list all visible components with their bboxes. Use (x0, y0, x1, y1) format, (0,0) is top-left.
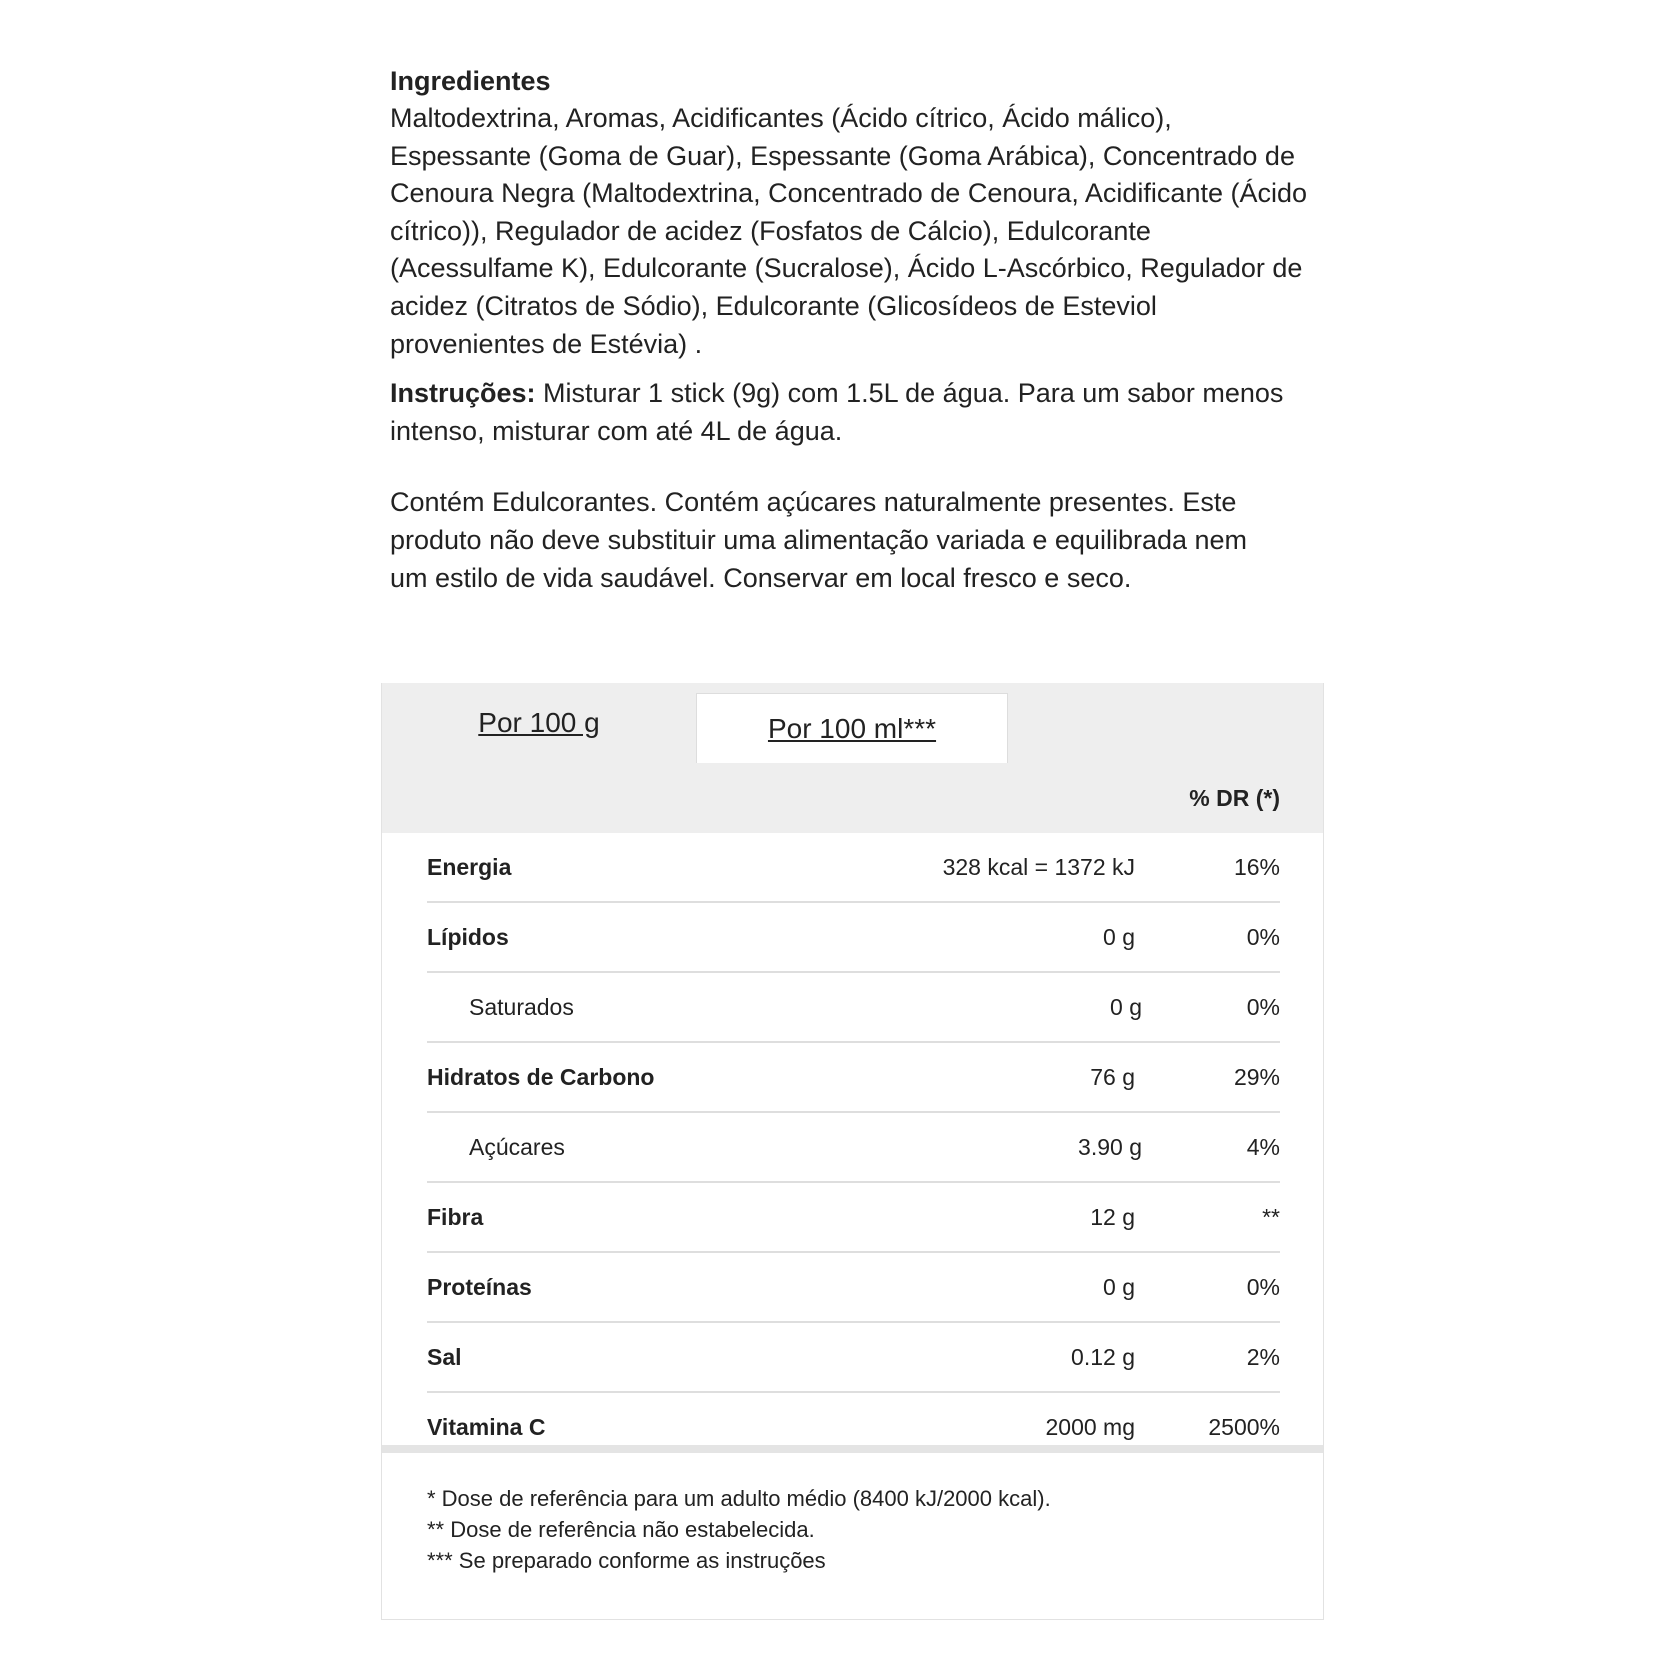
table-divider (382, 1445, 1323, 1453)
nutrition-row-energia (427, 833, 1280, 903)
header-dr-label: % DR (*) (1189, 784, 1280, 811)
nutrition-row-acucares (427, 1113, 1280, 1183)
instructions-text: Misturar 1 stick (9g) com 1.5L de água. Para um sabor menos intenso, misturar com até 4L de água. (390, 378, 1284, 446)
nutrition-rows (427, 833, 1280, 1461)
row-name: Fibra (427, 1203, 484, 1230)
nutrition-row-sal (427, 1323, 1280, 1393)
row-name: Saturados (469, 993, 574, 1020)
row-amount: 0 g (1103, 923, 1135, 950)
tab-per-100ml[interactable]: Por 100 ml*** (696, 693, 1008, 763)
row-dr: 16% (1233, 853, 1280, 880)
row-amount: 12 g (1090, 1203, 1135, 1230)
row-dr: 0% (1246, 993, 1280, 1020)
footnote-2: ** Dose de referência não estabelecida. (427, 1517, 815, 1542)
instructions-label: Instruções: (390, 378, 536, 409)
row-amount: 0.12 g (1071, 1343, 1135, 1370)
footnote-1: * Dose de referência para um adulto médio (8400 kJ/2000 kcal). (427, 1486, 1051, 1511)
row-name: Sal (427, 1343, 462, 1370)
row-name: Vitamina C (427, 1413, 546, 1440)
row-amount: 2000 mg (1045, 1413, 1135, 1440)
instructions (390, 375, 1290, 450)
tab-per-100g[interactable]: Por 100 g (382, 683, 696, 763)
row-dr: 2500% (1208, 1413, 1280, 1440)
row-name: Lípidos (427, 923, 509, 950)
row-amount: 0 g (1103, 1273, 1135, 1300)
row-name: Hidratos de Carbono (427, 1063, 655, 1090)
row-dr: 0% (1246, 923, 1280, 950)
nutrition-row-hidratos (427, 1043, 1280, 1113)
row-amount: 76 g (1090, 1063, 1135, 1090)
nutrition-table (381, 683, 1324, 1620)
ingredients-text: Maltodextrina, Aromas, Acidificantes (Ácido cítrico, Ácido málico), Espessante (Goma de Guar), Espessante (Goma Arábica), Concentrado de Cenoura Negra (Maltodextrina, Concentrado de Cenoura, Acidificante (Ácido cítrico)), Regulador de acidez (Fosfatos de Cálcio), Edulcorante (Acessulfame K), Edulcorante (Sucralose), Ácido L-Ascórbico, Regulador de acidez (Citratos de Sódio), Edulcorante (Glicosídeos de Esteviol provenientes de Estévia) . (390, 103, 1308, 359)
row-dr: 0% (1246, 1273, 1280, 1300)
row-amount: 3.90 g (1078, 1133, 1142, 1160)
row-amount: 328 kcal = 1372 kJ (942, 853, 1135, 880)
nutrition-header-row (382, 763, 1323, 833)
warning-text: Contém Edulcorantes. Contém açúcares naturalmente presentes. Este produto não deve substituir uma alimentação variada e equilibrada nem um estilo de vida saudável. Conservar em local fresco e seco. (390, 487, 1248, 593)
row-name: Energia (427, 853, 512, 880)
footnote-3: *** Se preparado conforme as instruções (427, 1548, 826, 1573)
row-dr: ** (1262, 1203, 1280, 1230)
nutrition-row-fibra (427, 1183, 1280, 1253)
row-dr: 2% (1246, 1343, 1280, 1370)
product-info (390, 62, 1320, 597)
footnotes (427, 1483, 1051, 1576)
nutrition-tabs (382, 683, 1323, 763)
nutrition-row-lipidos (427, 903, 1280, 973)
row-dr: 29% (1233, 1063, 1280, 1090)
ingredients-title: Ingredientes (390, 66, 551, 96)
row-name: Proteínas (427, 1273, 532, 1300)
nutrition-row-saturados (427, 973, 1280, 1043)
nutrition-row-proteinas (427, 1253, 1280, 1323)
row-name: Açúcares (469, 1133, 565, 1160)
row-dr: 4% (1246, 1133, 1280, 1160)
row-amount: 0 g (1110, 993, 1142, 1020)
